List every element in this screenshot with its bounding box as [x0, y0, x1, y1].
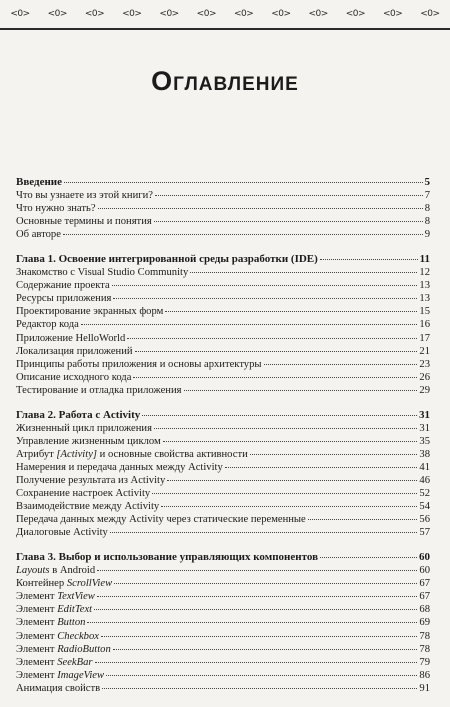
toc-entry[interactable] — [16, 500, 430, 513]
toc-entry-label: Об авторе — [16, 229, 61, 241]
toc-entry[interactable] — [16, 669, 430, 682]
ornament-glyph: <0> — [420, 9, 440, 19]
toc-page-number: 91 — [419, 682, 430, 694]
leader-dots — [133, 377, 417, 378]
leader-dots — [98, 208, 423, 209]
leader-dots — [154, 221, 423, 222]
leader-dots — [165, 311, 417, 312]
toc-entry-label: Глава 3. Выбор и использование управляющих компонентов — [16, 551, 319, 564]
toc-entry-label: Элемент EditText — [16, 604, 93, 616]
toc-chapter-heading[interactable] — [16, 253, 430, 266]
toc-page-number: 60 — [419, 551, 430, 564]
toc-page-number: 57 — [419, 527, 430, 539]
toc-page-number: 41 — [419, 461, 430, 473]
toc-entry[interactable] — [16, 448, 430, 461]
leader-dots — [163, 441, 418, 442]
toc-entry-label: Передача данных между Activity через статические переменные — [16, 514, 306, 526]
leader-dots — [154, 428, 417, 429]
ornament-glyph: <0> — [47, 9, 67, 19]
ornament-glyph: <0> — [84, 9, 105, 19]
leader-dots — [102, 688, 417, 689]
leader-dots — [135, 351, 418, 352]
toc-page-number: 86 — [419, 669, 430, 681]
toc-page-number: 54 — [419, 501, 430, 513]
leader-dots — [155, 195, 423, 196]
toc-entry[interactable] — [16, 487, 430, 500]
toc-entry-label: Управление жизненным циклом — [16, 435, 161, 447]
toc-entry-label: Тестирование и отладка приложения — [16, 384, 182, 396]
toc-page-number: 29 — [419, 384, 430, 396]
toc-entry[interactable] — [16, 616, 430, 629]
toc-page-number: 13 — [419, 280, 430, 292]
toc-page-number: 67 — [419, 591, 430, 603]
toc-section — [16, 409, 430, 539]
toc-page-number: 8 — [424, 203, 430, 215]
toc-page-number: 8 — [424, 216, 430, 228]
toc-entry-label: Получение результата из Activity — [16, 474, 166, 486]
toc-page-number: 67 — [419, 578, 430, 590]
toc-entry-label: Введение — [16, 176, 63, 188]
leader-dots — [225, 467, 418, 468]
leader-dots — [63, 234, 423, 235]
toc-page-number: 12 — [419, 267, 430, 279]
toc-entry-label: Знакомство с Visual Studio Community — [16, 267, 189, 279]
toc-entry-label: Основные термины и понятия — [16, 216, 152, 228]
toc-chapter-heading[interactable] — [16, 176, 430, 189]
toc-page-number: 31 — [419, 422, 430, 434]
leader-dots — [94, 609, 417, 610]
leader-dots — [87, 622, 417, 623]
toc-entry-label: Взаимодействие между Activity — [16, 501, 160, 513]
leader-dots — [81, 324, 418, 325]
toc-page-number: 21 — [419, 345, 430, 357]
toc-entry[interactable] — [16, 461, 430, 474]
toc-entry-label: Содержание проекта — [16, 280, 110, 292]
ornament-glyph: <0> — [233, 9, 254, 19]
toc-entry[interactable] — [16, 513, 430, 526]
toc-page-number: 78 — [419, 643, 430, 655]
page-title: Оглавление — [151, 66, 299, 96]
toc-entry[interactable] — [16, 358, 430, 371]
toc-page-number: 56 — [419, 514, 430, 526]
leader-dots — [308, 519, 418, 520]
toc-entry-label: Элемент SeekBar — [16, 656, 93, 668]
toc-page-number: 31 — [419, 408, 430, 421]
ornament-glyph: <0> — [196, 9, 216, 19]
toc-page-number: 9 — [424, 229, 430, 241]
toc-entry[interactable] — [16, 266, 430, 279]
ornament-glyph: <0> — [10, 9, 30, 19]
leader-dots — [184, 390, 418, 391]
leader-dots — [110, 532, 418, 533]
toc-entry-label: Контейнер ScrollView — [16, 578, 113, 590]
toc-chapter-heading[interactable] — [16, 551, 430, 564]
toc-page-number: 79 — [419, 656, 430, 668]
leader-dots — [113, 649, 418, 650]
leader-dots — [250, 454, 418, 455]
toc-page-number: 52 — [419, 488, 430, 500]
toc-entry[interactable] — [16, 292, 430, 305]
toc-entry[interactable] — [16, 384, 430, 397]
leader-dots — [113, 298, 417, 299]
toc-entry-label: Элемент RadioButton — [16, 643, 111, 655]
leader-dots — [97, 570, 417, 571]
toc-entry-label: Атрибут [Activity] и основные свойства активности — [16, 448, 248, 460]
toc-chapter-heading[interactable] — [16, 409, 430, 422]
toc-page-number: 17 — [419, 332, 430, 344]
toc-entry[interactable] — [16, 215, 430, 228]
toc-entry-label: Глава 2. Работа с Activity — [16, 408, 141, 421]
toc-page-number: 15 — [419, 306, 430, 318]
toc-entry-label: Элемент ImageView — [16, 669, 105, 681]
toc-section — [16, 253, 430, 397]
leader-dots — [142, 415, 417, 416]
toc-page-number: 46 — [419, 474, 430, 486]
toc-page-number: 69 — [419, 617, 430, 629]
toc-entry[interactable] — [16, 590, 430, 603]
toc-entry-label: Элемент Button — [16, 617, 86, 629]
toc-entry[interactable] — [16, 279, 430, 292]
leader-dots — [112, 285, 418, 286]
ornament-glyph: <0> — [308, 9, 328, 19]
ornament-glyph: <0> — [345, 9, 366, 19]
toc-entry[interactable] — [16, 474, 430, 487]
toc-entry[interactable] — [16, 643, 430, 656]
leader-dots — [320, 259, 418, 260]
toc-entry-label: Описание исходного кода — [16, 371, 132, 383]
toc-entry[interactable] — [16, 435, 430, 448]
toc-entry-label: Приложение HelloWorld — [16, 332, 126, 344]
toc-entry-label: Анимация свойств — [16, 682, 101, 694]
toc-entry-label: Жизненный цикл приложения — [16, 422, 152, 434]
ornament-glyph: <0> — [122, 9, 142, 19]
toc-entry-label: Сохранение настроек Activity — [16, 488, 151, 500]
toc-entry-label: Проектирование экранных форм — [16, 306, 164, 318]
leader-dots — [114, 583, 417, 584]
toc-entry[interactable] — [16, 305, 430, 318]
toc-entry[interactable] — [16, 332, 430, 345]
toc-page-number: 38 — [419, 448, 430, 460]
toc-page-number: 5 — [424, 176, 430, 188]
toc-page-number: 35 — [419, 435, 430, 447]
leader-dots — [101, 636, 417, 637]
toc-section — [16, 551, 430, 695]
toc-entry-label: Что нужно знать? — [16, 203, 96, 215]
decorative-border — [0, 0, 450, 30]
toc-entry[interactable] — [16, 577, 430, 590]
toc-entry[interactable] — [16, 345, 430, 358]
toc-entry[interactable] — [16, 371, 430, 384]
toc-entry[interactable] — [16, 603, 430, 616]
toc-entry[interactable] — [16, 202, 430, 215]
table-of-contents — [16, 176, 430, 707]
leader-dots — [95, 662, 418, 663]
leader-dots — [152, 493, 417, 494]
toc-entry-label: Глава 1. Освоение интегрированной среды разработки (IDE) — [16, 253, 318, 266]
leader-dots — [64, 182, 422, 183]
toc-page-number: 60 — [419, 565, 430, 577]
toc-entry-label: Элемент TextView — [16, 591, 95, 603]
toc-page-number: 78 — [419, 630, 430, 642]
toc-page-number: 16 — [419, 319, 430, 331]
toc-entry[interactable] — [16, 564, 430, 577]
toc-page-number: 7 — [424, 190, 430, 202]
toc-page-number: 13 — [419, 293, 430, 305]
leader-dots — [320, 557, 417, 558]
toc-entry[interactable] — [16, 189, 430, 202]
toc-entry-label: Локализация приложений — [16, 345, 133, 357]
toc-entry-label: Layouts в Android — [16, 565, 96, 577]
leader-dots — [190, 272, 417, 273]
toc-entry-label: Диалоговые Activity — [16, 527, 108, 539]
toc-entry-label: Принципы работы приложения и основы архитектуры — [16, 358, 262, 370]
toc-entry-label: Элемент Checkbox — [16, 630, 99, 642]
toc-page-number: 26 — [419, 371, 430, 383]
toc-entry[interactable] — [16, 422, 430, 435]
toc-page-number: 23 — [419, 358, 430, 370]
leader-dots — [161, 506, 417, 507]
leader-dots — [264, 364, 418, 365]
toc-entry[interactable] — [16, 630, 430, 643]
ornament-glyph: <0> — [159, 9, 179, 19]
ornament-glyph: <0> — [383, 9, 403, 19]
toc-entry[interactable] — [16, 318, 430, 331]
toc-page-number: 68 — [419, 604, 430, 616]
toc-entry[interactable] — [16, 228, 430, 241]
toc-entry[interactable] — [16, 526, 430, 539]
toc-page-number: 11 — [419, 253, 430, 266]
toc-section — [16, 176, 430, 241]
toc-entry[interactable] — [16, 682, 430, 695]
toc-entry-label: Редактор кода — [16, 319, 79, 331]
leader-dots — [97, 596, 418, 597]
toc-entry-label: Что вы узнаете из этой книги? — [16, 190, 153, 202]
leader-dots — [167, 480, 417, 481]
leader-dots — [106, 675, 417, 676]
leader-dots — [127, 338, 417, 339]
toc-entry-label: Ресурсы приложения — [16, 293, 112, 305]
ornament-glyph: <0> — [271, 9, 291, 19]
toc-entry-label: Намерения и передача данных между Activity — [16, 461, 223, 473]
